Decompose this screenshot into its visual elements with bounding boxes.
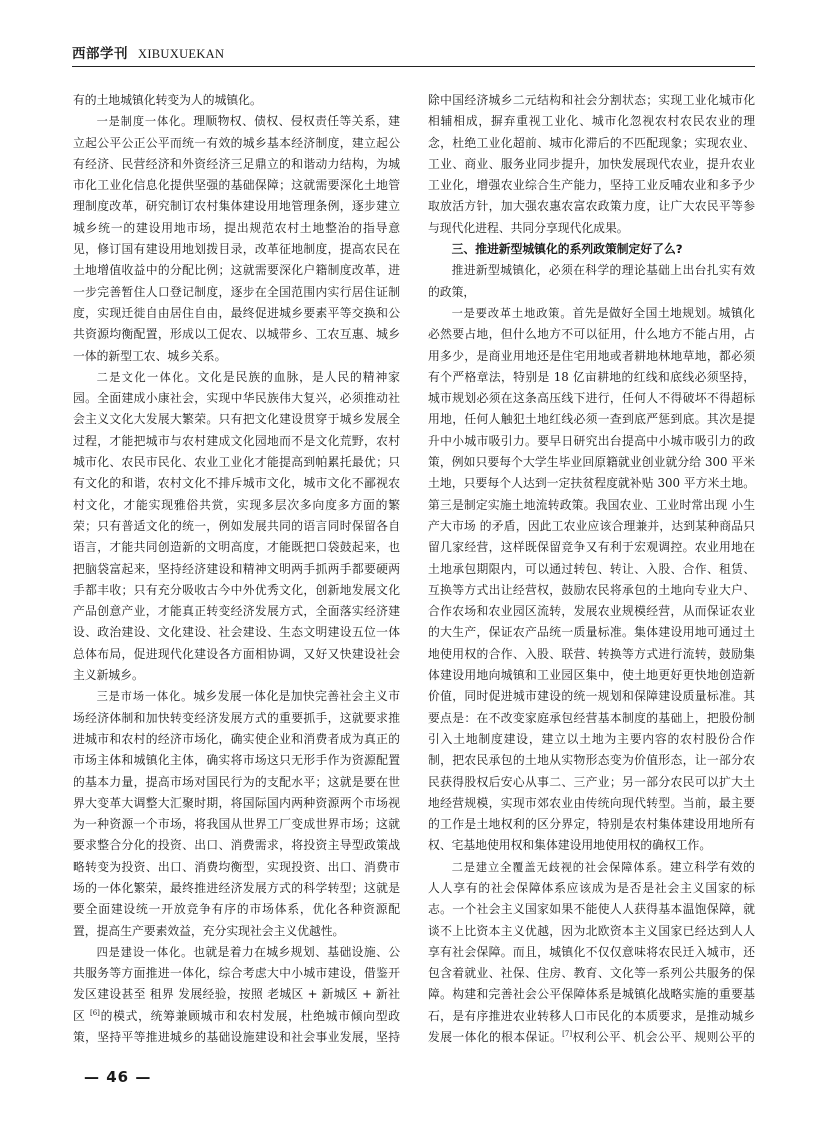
journal-title-pinyin: XIBUXUEKAN xyxy=(138,47,225,61)
paragraph-lead: 二是文化一体化。 xyxy=(96,370,198,384)
section-heading: 三、推进新型城镇化的系列政策制定好了么? xyxy=(451,242,683,257)
paragraph-body: 的模式，统筹兼顾城市和农村发展，杜绝城市倾向型政策，坚持平等推进城乡的基础设施建设和社会事业发展，坚持 xyxy=(73,1008,400,1045)
paragraph-body: 也就是着力在城乡规划、基础设施、公共服务等方面推进一体化，综合考虑大中小城市建设，借鉴开发区建设甚至 租界 发展经验，按照 老城区 + 新城区 + 新社区 xyxy=(73,944,400,1023)
citation-ref: [6] xyxy=(89,1008,100,1017)
paragraph-continuation: 除中国经济城乡二元结构和社会分割状态；实现工业化城市化相辅相成，摒弃重视工业化、城市化忽视农村农民农业的理念，杜绝工业化超前、城市化滞后的不匹配现象；实现农业、工业、商业、服务业同步提升，加快发展现代农业，提升农业工业化，增强农业综合生产能力，坚持工业反哺农业和多予少取放活方针，加大强农惠农富农政策力度，让广大农民平等参与现代化进程、共同分享现代化成果。 xyxy=(428,93,755,235)
paragraph-culture-integration xyxy=(73,367,400,686)
paragraph-body: 城乡发展一体化是加快完善社会主义市场经济体制和加快转变经济发展方式的重要抓手，这就要求推进城市和农村的经济市场化，确实使企业和消费者成为真正的市场主体和城镇化主体，确实将市场这只无形手作为资源配置的基本力量，提高市场对国民行为的支配水平；这就是要在世界大变革大调整大汇聚时期，将国际国内两种资源两个市场视为一种资源一个市场，将我国从世界工厂变成世界市场；这就要求整合分化的投资、出口、消费需求，将投资主导型政策战略转变为投资、出口、消费均衡型，实现投资、出口、消费市场的一体化繁荣，最终推进经济发展方式的科学转型；这就是要全面建设统一开放竞争有序的市场体系，优化各种资源配置，提高生产要素效益，充分实现社会主义优越性。 xyxy=(73,689,400,938)
running-header xyxy=(72,36,755,67)
paragraph-lead: 一是制度一体化。 xyxy=(96,115,194,129)
paragraph-construction-integration xyxy=(73,942,400,1045)
paragraph-body: 理顺物权、债权、侵权责任等关系，建立起公平公正公平而统一有效的城乡基本经济制度，建立起公有经济、民营经济和外资经济三足鼎立的和谐动力结构，为城市化工业化信息化提供坚强的基础保障；这就需要深化土地管理制度改革，研究制订农村集体建设用地管理条例，逐步建立城乡统一的建设用地市场，提出规范农村土地整治的指导意见，修订国有建设用地划拨目录，改革征地制度，提高农民在土地增值收益中的分配比例；这就需要深化户籍制度改革，进一步完善暂住人口登记制度，逐步在全国范围内实行居住证制度，实现迁徙自由居住自由，最终促进城乡要素平等交换和公共资源均衡配置，形成以工促农、以城带乡、工农互惠、城乡一体的新型工农、城乡关系。 xyxy=(73,114,400,363)
paragraph-lead: 三是市场一体化。 xyxy=(96,690,194,704)
paragraph-social-security xyxy=(428,857,755,1045)
paragraph-system-integration xyxy=(73,111,400,367)
paragraph-lead: 一是要改革土地政策。 xyxy=(451,306,573,320)
page-number: — 46 — xyxy=(84,1068,152,1086)
right-column xyxy=(428,90,755,1045)
paragraph-land-policy xyxy=(428,303,755,857)
journal-title-cn: 西部学刊 xyxy=(72,46,128,62)
journal-title xyxy=(72,42,224,62)
paragraph-body: 首先是做好全国土地规划。城镇化必然要占地，但什么地方不可以征用，什么地方不能占用，占用多少，是商业用地还是住宅用地或者耕地林地草地，都必须有个严格章法，特别是 18 亿亩耕地的红线和底线必须坚持，城市规划必须在这条高压线下进行，任何人不得破坏不得超标用地，任何人触犯土地红线必须一查到底严惩到底。其次是提升中小城市吸引力。要早日研究出台提高中小城市吸引力的政策，例如只要每个大学生毕业回原籍就业创业就分给 300 平米土地，只要每个人达到一定扶贫程度就补贴 300 平方米土地。第三是制定实施土地流转政策。我国农业、工业时常出现 小生产大市场 的矛盾，因此工农业应该合理兼并，达到某种商品只留几家经营，这样既保留竞争又有利于宏观调控。农业用地在土地承包期限内，可以通过转包、转让、入股、合作、租赁、互换等方式出让经营权，鼓励农民将承包的土地向专业大户、合作农场和农业园区流转，发展农业规模经营，从而保证农业的大生产，保证农产品统一质量标准。集体建设用地可通过土地使用权的合作、入股、联营、转换等方式进行流转，鼓励集体建设用地向城镇和工业园区集中，使土地更好更快地创造新价值，同时促进城市建设的统一规划和保障建设质量标准。其要点是：在不改变家庭承包经营基本制度的基础上，把股份制引入土地制度建设，建立以土地为主要内容的农村股份合作制，把农民承包的土地从实物形态变为价值形态，让一部分农民获得股权后安心从事二、三产业；另一部分农民可以扩大土地经营规模，实现市郊农业由传统向现代转型。当前，最主要的工作是土地权利的区分界定，特别是农村集体建设用地所有权、宅基地使用权和集体建设用地使用权的确权工作。 xyxy=(428,305,755,853)
citation-ref: [7] xyxy=(562,1030,573,1039)
left-column xyxy=(73,90,400,1045)
paragraph-body: 文化是民族的血脉，是人民的精神家园。全面建成小康社会，实现中华民族伟大复兴，必须推动社会主义文化大发展大繁荣。只有把文化建设贯穿于城乡发展全过程，才能把城市与农村建成文化园地而不是文化荒野，农村城市化、农民市民化、农业工业化才能提高到帕累托最优；只有文化的和谐，农村文化不排斥城市文化，城市文化不鄙视农村文化，才能实现雅俗共赏，实现多层次多向度多方面的繁荣；只有普适文化的统一，例如发展共同的语言同时保留各自语言，才能共同创造新的文明高度，才能既把口袋鼓起来，也把脑袋富起来，坚持经济建设和精神文明两手抓两手都要硬两手都丰收；只有充分吸收古今中外优秀文化，创新地发展文化产品创意产业，才能真正转变经济发展方式，全面落实经济建设、政治建设、文化建设、社会建设、生态文明建设五位一体总体布局，促进现代化建设各方面相协调，又好又快建设社会主义新城乡。 xyxy=(73,369,400,683)
paragraph-body: 建立科学有效的人人享有的社会保障体系应该成为是否是社会主义国家的标志。一个社会主义国家如果不能使人人获得基本温饱保障，就谈不上比资本主义优越，因为北欧资本主义国家已经达到人人享有社会保障。而且，城镇化不仅仅意味将农民迁入城市，还包含着就业、社保、住房、教育、文化等一系列公共服务的保障。构建和完善社会公平保障体系是城镇化战略实施的重要基石，是有序推进农业转移人口市民化的本质要求，是推动城乡发展一体化的根本保证。 xyxy=(428,859,755,1045)
paragraph-intro: 推进新型城镇化，必须在科学的理论基础上出台扎实有效的政策， xyxy=(428,263,755,299)
paragraph-market-integration xyxy=(73,686,400,942)
paragraph-continuation: 有的土地城镇化转变为人的城镇化。 xyxy=(73,93,262,107)
paragraph-lead: 二是建立全覆盖无歧视的社会保障体系。 xyxy=(451,860,670,874)
paragraph-lead: 四是建设一体化。 xyxy=(96,945,194,959)
paragraph-body: 权利公平、机会公平、规则公平的 xyxy=(572,1030,755,1045)
